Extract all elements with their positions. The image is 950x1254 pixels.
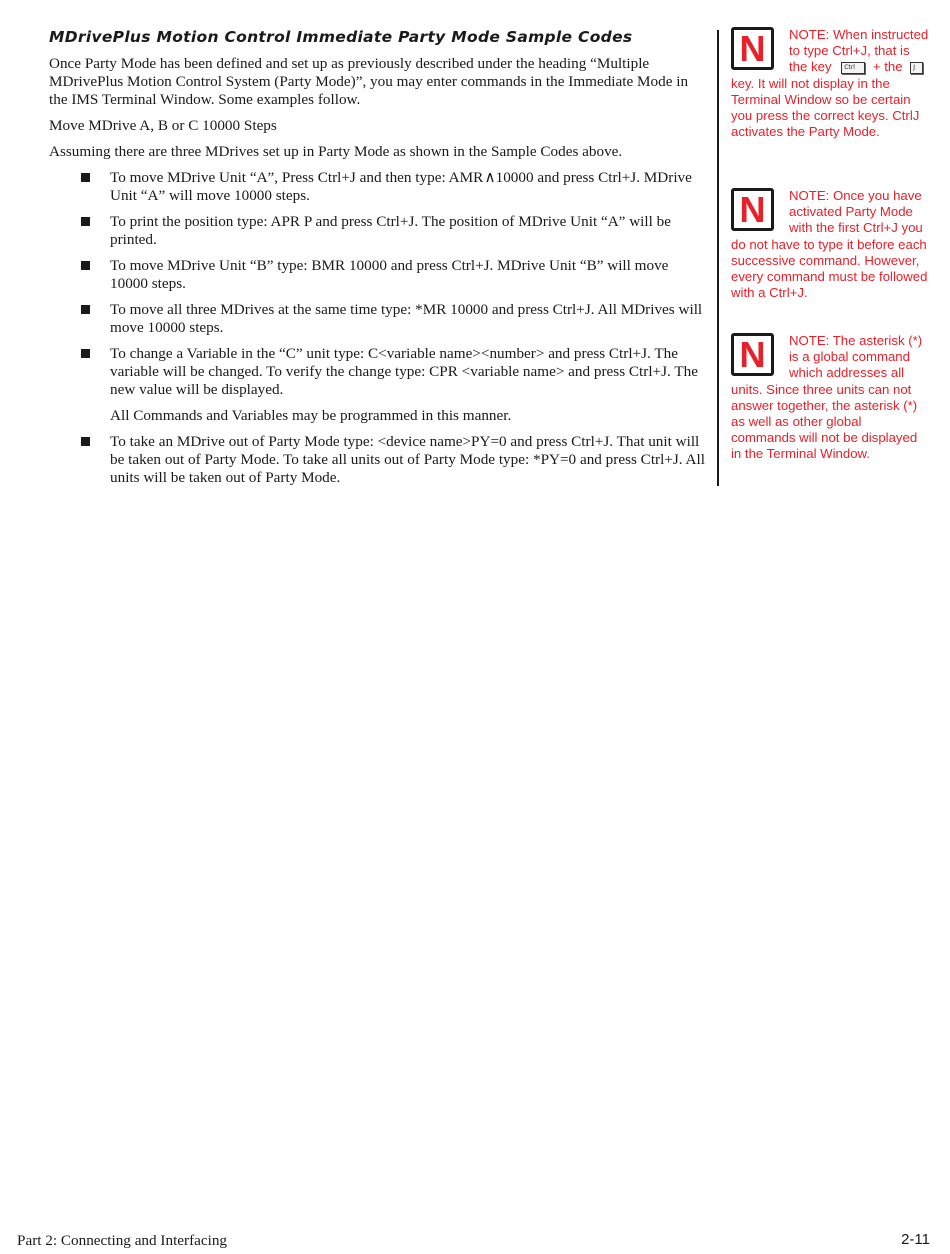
list-item-text: To change a Variable in the “C” unit type: C<variable name><number> and press Ctrl+J. The variable will be changed. To verify the change type: CPR <variable name> and press Ctrl+J. The new value will be displayed.	[110, 345, 698, 398]
intro-paragraph: Once Party Mode has been defined and set up as previously described under the heading “Multiple MDrivePlus Motion Control System (Party Mode)”, you may enter commands in the Immediate Mode in the IMS Terminal Window. Some examples follow.	[49, 55, 689, 108]
list-item	[49, 345, 709, 399]
note-text: NOTE: The asterisk (*) is a global command which addresses all units. Since three units can not answer together, the asterisk (*) as well as other global commands will not be displayed in the Terminal Window.	[731, 333, 923, 462]
square-bullet-icon	[81, 437, 90, 446]
note-box-asterisk	[731, 333, 929, 463]
list-item	[49, 169, 709, 205]
page-heading: MDrivePlus Motion Control Immediate Party Mode Sample Codes	[49, 28, 633, 46]
all-commands-note: All Commands and Variables may be programmed in this manner.	[110, 407, 512, 424]
bullet-list-continued	[49, 433, 709, 487]
footer-section-title: Part 2: Connecting and Interfacing	[17, 1232, 228, 1249]
list-item	[49, 301, 709, 337]
square-bullet-icon	[81, 349, 90, 358]
note-box-party-mode	[731, 188, 929, 301]
note-n-icon: N	[731, 188, 774, 231]
square-bullet-icon	[81, 173, 90, 182]
note-n-icon: N	[731, 333, 774, 376]
j-key-icon: J	[910, 62, 923, 74]
square-bullet-icon	[81, 217, 90, 226]
sidebar-divider	[717, 30, 719, 486]
square-bullet-icon	[81, 261, 90, 270]
list-item-text: To move all three MDrives at the same time type: *MR 10000 and press Ctrl+J. All MDrives will move 10000 steps.	[110, 301, 703, 336]
note-n-icon: N	[731, 27, 774, 70]
page-number: 2-11	[901, 1231, 930, 1248]
subheading: Move MDrive A, B or C 10000 Steps	[49, 117, 277, 134]
note-box-ctrl-j	[731, 27, 929, 140]
list-item-text: To take an MDrive out of Party Mode type: <device name>PY=0 and press Ctrl+J. That unit will be taken out of Party Mode. To take all units out of Party Mode type: *PY=0 and press Ctrl+J. All units will be taken out of Party Mode.	[110, 433, 705, 486]
list-item	[49, 433, 709, 487]
list-item	[49, 257, 709, 293]
note-text: NOTE: Once you have activated Party Mode with the first Ctrl+J you do not have to type it before each successive command. However, every command must be followed with a Ctrl+J.	[731, 188, 928, 301]
note-text: NOTE: When instructed to type Ctrl+J, that is the key	[789, 27, 929, 75]
list-item-text: To move MDrive Unit “A”, Press Ctrl+J and then type: AMR ∧10000 and press Ctrl+J. MDrive Unit “A” will move 10000 steps.	[110, 169, 692, 204]
list-item-text: To print the position type: APR P and press Ctrl+J. The position of MDrive Unit “A” will be printed.	[110, 213, 671, 248]
note-text: key. It will not display in the Terminal Window so be certain you press the correct keys. CtrlJ activates the Party Mode.	[731, 75, 920, 140]
main-content	[49, 28, 709, 495]
ctrl-key-icon: Ctrl	[841, 62, 865, 74]
bullet-list	[49, 169, 709, 399]
note-text: + the	[872, 59, 903, 75]
list-item-text: To move MDrive Unit “B” type: BMR 10000 and press Ctrl+J. MDrive Unit “B” will move 10000 steps.	[110, 257, 669, 292]
list-item	[49, 213, 709, 249]
assumption-paragraph: Assuming there are three MDrives set up in Party Mode as shown in the Sample Codes above.	[49, 143, 623, 160]
square-bullet-icon	[81, 305, 90, 314]
